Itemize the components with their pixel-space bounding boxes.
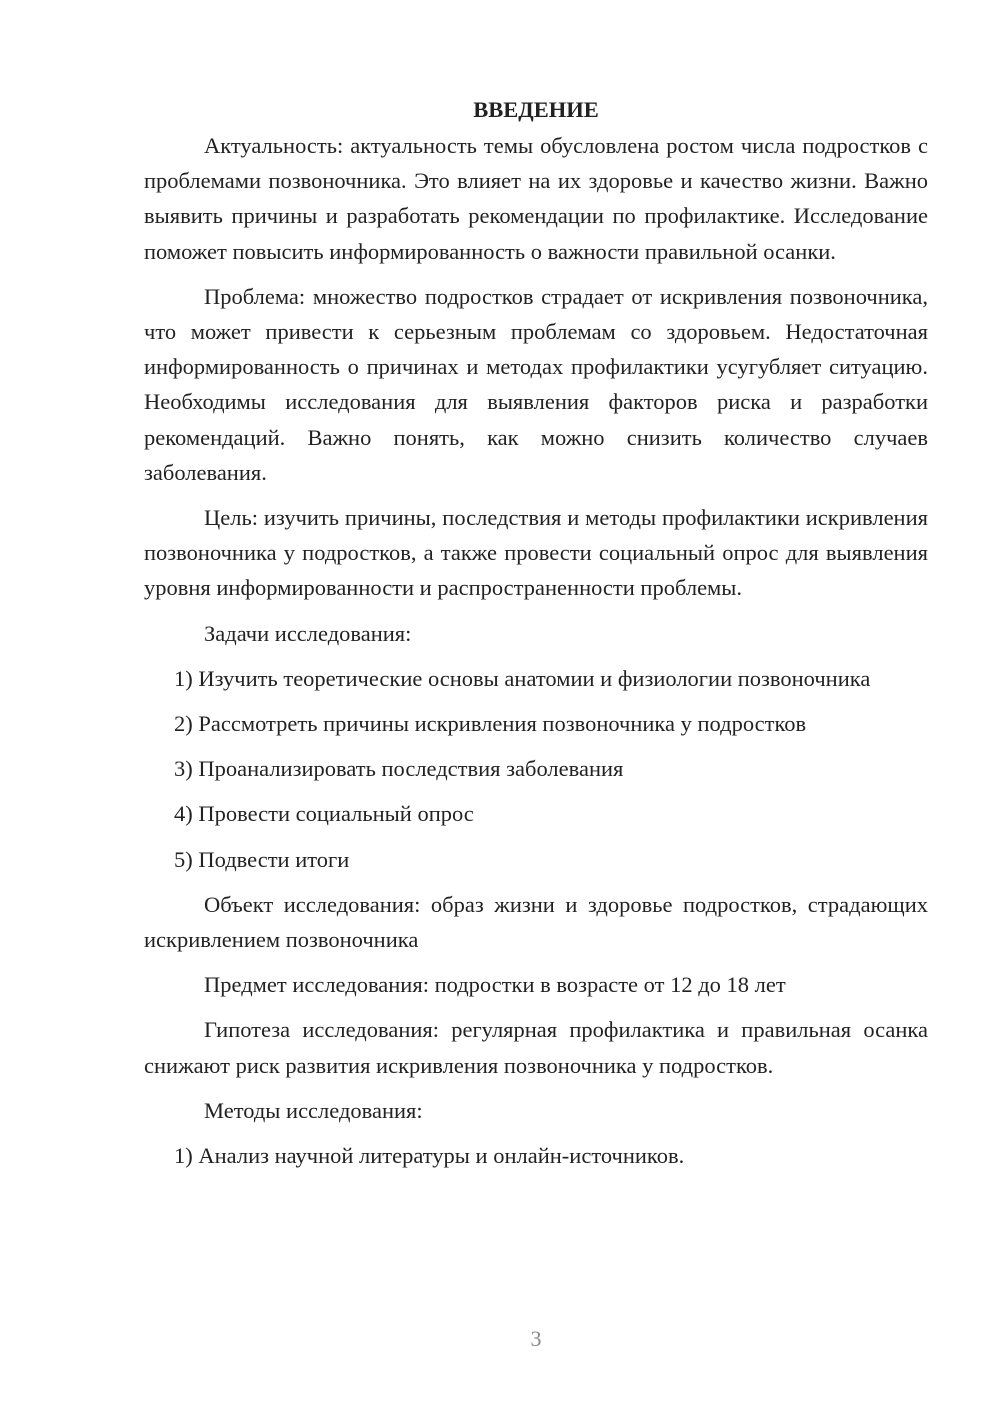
- task-item: 4) Провести социальный опрос: [174, 801, 474, 827]
- section-heading: ВВЕДЕНИЕ: [473, 97, 599, 122]
- paragraph-methods-title: Методы исследования:: [204, 1097, 423, 1123]
- paragraph-hypothesis: Гипотеза исследования: регулярная профилактика и правильная осанка снижают риск развития искривления позвоночника у подростков.: [144, 1017, 928, 1078]
- task-item: 2) Рассмотреть причины искривления позвоночника у подростков: [174, 711, 807, 737]
- task-item: 3) Проанализировать последствия заболевания: [174, 756, 624, 782]
- page-number: 3: [530, 1326, 542, 1351]
- paragraph-problem: Проблема: множество подростков страдает от искривления позвоночника, что может привести к серьезным проблемам со здоровьем. Недостаточная информированность о причинах и методах профилактики усугубляет ситуацию. Необходимы исследования для выявления факторов риска и разработки рекомендаций. Важно понять, как можно снизить количество случаев заболевания.: [144, 283, 928, 485]
- paragraph-goal: Цель: изучить причины, последствия и методы профилактики искривления позвоночника у подростков, а также провести социальный опрос для выявления уровня информированности и распространенности проблемы.: [144, 505, 928, 601]
- method-item: 1) Анализ научной литературы и онлайн-источников.: [174, 1143, 685, 1169]
- paragraph-subject: Предмет исследования: подростки в возрасте от 12 до 18 лет: [204, 972, 786, 998]
- paragraph-relevance: Актуальность: актуальность темы обусловлена ростом числа подростков с проблемами позвоночника. Это влияет на их здоровье и качество жизни. Важно выявить причины и разработать рекомендации по профилактике. Исследование поможет повысить информированность о важности правильной осанки.: [144, 133, 928, 264]
- document-body: [144, 92, 928, 1173]
- task-item: 5) Подвести итоги: [174, 846, 350, 872]
- paragraph-object: Объект исследования: образ жизни и здоровье подростков, страдающих искривлением позвоночника: [144, 891, 928, 953]
- task-item: 1) Изучить теоретические основы анатомии и физиологии позвоночника: [174, 665, 871, 691]
- paragraph-tasks-title: Задачи исследования:: [204, 620, 412, 646]
